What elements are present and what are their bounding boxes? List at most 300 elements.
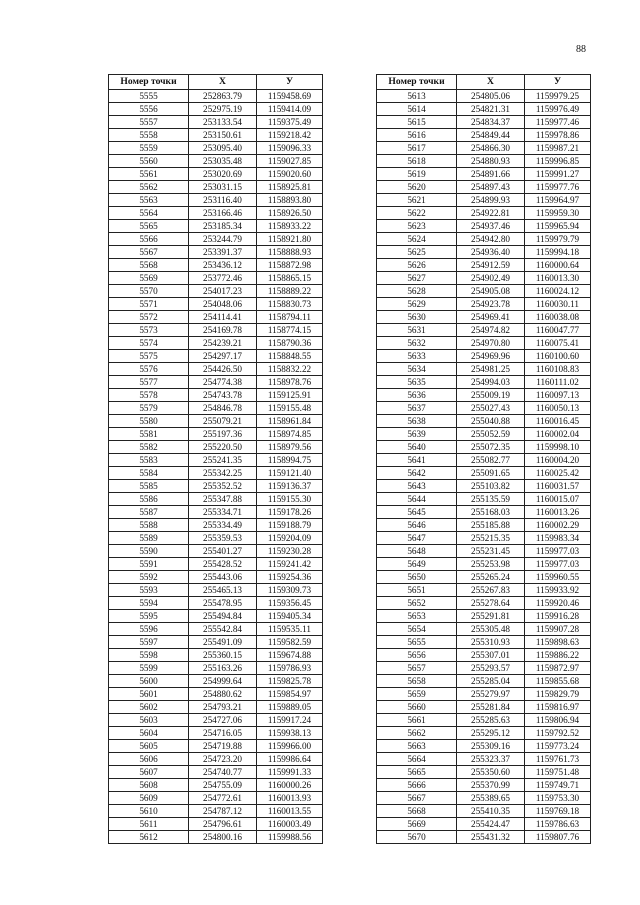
y-coordinate-cell: 1160111.02 xyxy=(525,376,591,389)
table-row xyxy=(377,337,591,350)
coordinates-table-left-body xyxy=(109,90,323,844)
table-row xyxy=(109,415,323,428)
y-coordinate-cell: 1159753.30 xyxy=(525,792,591,805)
x-coordinate-cell: 254723.20 xyxy=(189,753,257,766)
x-coordinate-cell: 255494.84 xyxy=(189,610,257,623)
table-row xyxy=(377,610,591,623)
point-number-cell: 5623 xyxy=(377,220,457,233)
table-row xyxy=(377,194,591,207)
point-number-cell: 5619 xyxy=(377,168,457,181)
table-row xyxy=(109,597,323,610)
point-number-cell: 5631 xyxy=(377,324,457,337)
point-number-cell: 5644 xyxy=(377,493,457,506)
x-coordinate-cell: 254899.93 xyxy=(457,194,525,207)
table-row xyxy=(109,233,323,246)
table-row xyxy=(377,207,591,220)
point-number-cell: 5599 xyxy=(109,662,189,675)
y-coordinate-cell: 1158979.56 xyxy=(257,441,323,454)
x-coordinate-cell: 254923.78 xyxy=(457,298,525,311)
point-number-cell: 5558 xyxy=(109,129,189,142)
y-coordinate-cell: 1160003.49 xyxy=(257,818,323,831)
x-coordinate-cell: 254981.25 xyxy=(457,363,525,376)
point-number-cell: 5578 xyxy=(109,389,189,402)
table-row xyxy=(377,675,591,688)
point-number-cell: 5657 xyxy=(377,662,457,675)
point-number-cell: 5638 xyxy=(377,415,457,428)
point-number-cell: 5651 xyxy=(377,584,457,597)
y-coordinate-cell: 1159254.36 xyxy=(257,571,323,584)
x-coordinate-cell: 255323.37 xyxy=(457,753,525,766)
x-coordinate-cell: 254846.78 xyxy=(189,402,257,415)
point-number-cell: 5587 xyxy=(109,506,189,519)
point-number-cell: 5630 xyxy=(377,311,457,324)
point-number-cell: 5646 xyxy=(377,519,457,532)
point-number-cell: 5581 xyxy=(109,428,189,441)
x-coordinate-cell: 253185.34 xyxy=(189,220,257,233)
x-coordinate-cell: 253133.54 xyxy=(189,116,257,129)
y-coordinate-cell: 1159309.73 xyxy=(257,584,323,597)
table-row xyxy=(109,194,323,207)
x-coordinate-cell: 255360.15 xyxy=(189,649,257,662)
table-row xyxy=(109,324,323,337)
table-row xyxy=(377,740,591,753)
x-coordinate-cell: 255443.06 xyxy=(189,571,257,584)
table-row xyxy=(109,558,323,571)
point-number-cell: 5668 xyxy=(377,805,457,818)
y-coordinate-cell: 1159674.88 xyxy=(257,649,323,662)
y-coordinate-cell: 1160097.13 xyxy=(525,389,591,402)
point-number-cell: 5669 xyxy=(377,818,457,831)
x-coordinate-cell: 254743.78 xyxy=(189,389,257,402)
y-coordinate-cell: 1159204.09 xyxy=(257,532,323,545)
point-number-cell: 5614 xyxy=(377,103,457,116)
table-row xyxy=(109,467,323,480)
x-coordinate-cell: 255278.64 xyxy=(457,597,525,610)
point-number-cell: 5643 xyxy=(377,480,457,493)
y-coordinate-cell: 1159994.18 xyxy=(525,246,591,259)
x-coordinate-cell: 255542.84 xyxy=(189,623,257,636)
table-row xyxy=(109,181,323,194)
table-row xyxy=(377,155,591,168)
table-row xyxy=(109,350,323,363)
point-number-cell: 5620 xyxy=(377,181,457,194)
table-row xyxy=(109,675,323,688)
table-row xyxy=(377,493,591,506)
x-coordinate-cell: 255197.36 xyxy=(189,428,257,441)
x-coordinate-cell: 255334.71 xyxy=(189,506,257,519)
table-row xyxy=(377,246,591,259)
point-number-cell: 5650 xyxy=(377,571,457,584)
point-number-cell: 5656 xyxy=(377,649,457,662)
x-coordinate-cell: 255241.35 xyxy=(189,454,257,467)
y-coordinate-cell: 1159986.64 xyxy=(257,753,323,766)
point-number-cell: 5582 xyxy=(109,441,189,454)
x-coordinate-cell: 254897.43 xyxy=(457,181,525,194)
y-coordinate-cell: 1158921.80 xyxy=(257,233,323,246)
table-row xyxy=(377,636,591,649)
table-row xyxy=(109,428,323,441)
x-coordinate-cell: 255359.53 xyxy=(189,532,257,545)
x-coordinate-cell: 255231.45 xyxy=(457,545,525,558)
x-coordinate-cell: 255342.25 xyxy=(189,467,257,480)
point-number-cell: 5567 xyxy=(109,246,189,259)
table-row xyxy=(377,727,591,740)
table-row xyxy=(377,415,591,428)
x-coordinate-cell: 254169.78 xyxy=(189,324,257,337)
table-row xyxy=(109,805,323,818)
y-coordinate-cell: 1159458.69 xyxy=(257,90,323,103)
y-coordinate-cell: 1159998.10 xyxy=(525,441,591,454)
x-coordinate-cell: 253035.48 xyxy=(189,155,257,168)
table-row xyxy=(377,181,591,194)
table-row xyxy=(109,701,323,714)
y-coordinate-cell: 1158830.73 xyxy=(257,298,323,311)
table-row xyxy=(109,116,323,129)
y-coordinate-cell: 1159825.78 xyxy=(257,675,323,688)
point-number-cell: 5586 xyxy=(109,493,189,506)
y-coordinate-cell: 1158961.84 xyxy=(257,415,323,428)
point-number-cell: 5555 xyxy=(109,90,189,103)
point-number-cell: 5652 xyxy=(377,597,457,610)
table-row xyxy=(109,103,323,116)
point-number-cell: 5561 xyxy=(109,168,189,181)
point-number-cell: 5618 xyxy=(377,155,457,168)
y-coordinate-cell: 1160013.55 xyxy=(257,805,323,818)
point-number-cell: 5636 xyxy=(377,389,457,402)
y-coordinate-cell: 1159960.55 xyxy=(525,571,591,584)
x-coordinate-cell: 255293.57 xyxy=(457,662,525,675)
table-row xyxy=(109,493,323,506)
y-coordinate-cell: 1159230.28 xyxy=(257,545,323,558)
x-coordinate-cell: 254727.06 xyxy=(189,714,257,727)
table-row xyxy=(377,259,591,272)
point-number-cell: 5592 xyxy=(109,571,189,584)
y-coordinate-cell: 1159020.60 xyxy=(257,168,323,181)
header-point-number: Номер точки xyxy=(109,75,189,90)
x-coordinate-cell: 255285.63 xyxy=(457,714,525,727)
table-row xyxy=(377,285,591,298)
x-coordinate-cell: 254740.77 xyxy=(189,766,257,779)
point-number-cell: 5612 xyxy=(109,831,189,844)
y-coordinate-cell: 1159535.11 xyxy=(257,623,323,636)
x-coordinate-cell: 254719.88 xyxy=(189,740,257,753)
x-coordinate-cell: 254805.06 xyxy=(457,90,525,103)
x-coordinate-cell: 254800.16 xyxy=(189,831,257,844)
table-row xyxy=(377,298,591,311)
x-coordinate-cell: 254017.23 xyxy=(189,285,257,298)
y-coordinate-cell: 1159582.59 xyxy=(257,636,323,649)
y-coordinate-cell: 1160013.26 xyxy=(525,506,591,519)
point-number-cell: 5639 xyxy=(377,428,457,441)
y-coordinate-cell: 1160013.30 xyxy=(525,272,591,285)
y-coordinate-cell: 1159920.46 xyxy=(525,597,591,610)
point-number-cell: 5635 xyxy=(377,376,457,389)
point-number-cell: 5584 xyxy=(109,467,189,480)
table-row xyxy=(377,805,591,818)
table-row xyxy=(109,571,323,584)
table-row xyxy=(377,90,591,103)
point-number-cell: 5565 xyxy=(109,220,189,233)
y-coordinate-cell: 1158872.98 xyxy=(257,259,323,272)
x-coordinate-cell: 254866.30 xyxy=(457,142,525,155)
y-coordinate-cell: 1159786.63 xyxy=(525,818,591,831)
table-row xyxy=(109,285,323,298)
y-coordinate-cell: 1160100.60 xyxy=(525,350,591,363)
point-number-cell: 5559 xyxy=(109,142,189,155)
x-coordinate-cell: 253436.12 xyxy=(189,259,257,272)
header-y: У xyxy=(525,75,591,90)
y-coordinate-cell: 1158978.76 xyxy=(257,376,323,389)
y-coordinate-cell: 1158865.15 xyxy=(257,272,323,285)
table-row xyxy=(109,584,323,597)
point-number-cell: 5621 xyxy=(377,194,457,207)
point-number-cell: 5659 xyxy=(377,688,457,701)
x-coordinate-cell: 254796.61 xyxy=(189,818,257,831)
y-coordinate-cell: 1159136.37 xyxy=(257,480,323,493)
x-coordinate-cell: 255267.83 xyxy=(457,584,525,597)
x-coordinate-cell: 255428.52 xyxy=(189,558,257,571)
point-number-cell: 5591 xyxy=(109,558,189,571)
table-row xyxy=(109,792,323,805)
x-coordinate-cell: 254849.44 xyxy=(457,129,525,142)
table-row xyxy=(377,363,591,376)
y-coordinate-cell: 1160015.07 xyxy=(525,493,591,506)
table-row xyxy=(109,506,323,519)
coordinates-table-right xyxy=(376,74,591,844)
point-number-cell: 5570 xyxy=(109,285,189,298)
table-row xyxy=(377,454,591,467)
table-row xyxy=(109,649,323,662)
y-coordinate-cell: 1159769.18 xyxy=(525,805,591,818)
x-coordinate-cell: 255040.88 xyxy=(457,415,525,428)
x-coordinate-cell: 255352.52 xyxy=(189,480,257,493)
table-row xyxy=(377,532,591,545)
point-number-cell: 5571 xyxy=(109,298,189,311)
y-coordinate-cell: 1159761.73 xyxy=(525,753,591,766)
point-number-cell: 5608 xyxy=(109,779,189,792)
table-row xyxy=(377,220,591,233)
point-number-cell: 5622 xyxy=(377,207,457,220)
y-coordinate-cell: 1158774.15 xyxy=(257,324,323,337)
x-coordinate-cell: 255309.16 xyxy=(457,740,525,753)
point-number-cell: 5583 xyxy=(109,454,189,467)
y-coordinate-cell: 1160047.77 xyxy=(525,324,591,337)
y-coordinate-cell: 1159807.76 xyxy=(525,831,591,844)
table-row xyxy=(377,519,591,532)
x-coordinate-cell: 253116.40 xyxy=(189,194,257,207)
point-number-cell: 5603 xyxy=(109,714,189,727)
y-coordinate-cell: 1160000.64 xyxy=(525,259,591,272)
x-coordinate-cell: 253772.46 xyxy=(189,272,257,285)
x-coordinate-cell: 254970.80 xyxy=(457,337,525,350)
point-number-cell: 5604 xyxy=(109,727,189,740)
table-row xyxy=(377,766,591,779)
point-number-cell: 5566 xyxy=(109,233,189,246)
x-coordinate-cell: 254793.21 xyxy=(189,701,257,714)
table-row xyxy=(377,311,591,324)
y-coordinate-cell: 1159375.49 xyxy=(257,116,323,129)
x-coordinate-cell: 255281.84 xyxy=(457,701,525,714)
table-row xyxy=(377,324,591,337)
point-number-cell: 5572 xyxy=(109,311,189,324)
header-x: X xyxy=(189,75,257,90)
point-number-cell: 5667 xyxy=(377,792,457,805)
x-coordinate-cell: 255091.65 xyxy=(457,467,525,480)
point-number-cell: 5625 xyxy=(377,246,457,259)
table-row xyxy=(377,753,591,766)
y-coordinate-cell: 1160030.11 xyxy=(525,298,591,311)
y-coordinate-cell: 1160075.41 xyxy=(525,337,591,350)
y-coordinate-cell: 1158790.36 xyxy=(257,337,323,350)
table-row xyxy=(109,402,323,415)
table-row xyxy=(109,168,323,181)
point-number-cell: 5655 xyxy=(377,636,457,649)
point-number-cell: 5666 xyxy=(377,779,457,792)
point-number-cell: 5653 xyxy=(377,610,457,623)
point-number-cell: 5642 xyxy=(377,467,457,480)
table-row xyxy=(377,831,591,844)
x-coordinate-cell: 254834.37 xyxy=(457,116,525,129)
table-row xyxy=(377,688,591,701)
table-row xyxy=(109,610,323,623)
x-coordinate-cell: 254716.05 xyxy=(189,727,257,740)
x-coordinate-cell: 255347.88 xyxy=(189,493,257,506)
table-row xyxy=(109,831,323,844)
y-coordinate-cell: 1159933.92 xyxy=(525,584,591,597)
table-row xyxy=(377,558,591,571)
y-coordinate-cell: 1159977.76 xyxy=(525,181,591,194)
point-number-cell: 5596 xyxy=(109,623,189,636)
y-coordinate-cell: 1159855.68 xyxy=(525,675,591,688)
table-row xyxy=(109,714,323,727)
point-number-cell: 5664 xyxy=(377,753,457,766)
point-number-cell: 5598 xyxy=(109,649,189,662)
point-number-cell: 5670 xyxy=(377,831,457,844)
x-coordinate-cell: 255307.01 xyxy=(457,649,525,662)
y-coordinate-cell: 1159983.34 xyxy=(525,532,591,545)
x-coordinate-cell: 255027.43 xyxy=(457,402,525,415)
y-coordinate-cell: 1158889.22 xyxy=(257,285,323,298)
point-number-cell: 5662 xyxy=(377,727,457,740)
y-coordinate-cell: 1159979.25 xyxy=(525,90,591,103)
point-number-cell: 5628 xyxy=(377,285,457,298)
x-coordinate-cell: 255215.35 xyxy=(457,532,525,545)
x-coordinate-cell: 255009.19 xyxy=(457,389,525,402)
table-row xyxy=(377,428,591,441)
x-coordinate-cell: 255220.50 xyxy=(189,441,257,454)
point-number-cell: 5648 xyxy=(377,545,457,558)
y-coordinate-cell: 1159977.03 xyxy=(525,545,591,558)
point-number-cell: 5580 xyxy=(109,415,189,428)
x-coordinate-cell: 254821.31 xyxy=(457,103,525,116)
table-row xyxy=(377,116,591,129)
y-coordinate-cell: 1159959.30 xyxy=(525,207,591,220)
y-coordinate-cell: 1159917.24 xyxy=(257,714,323,727)
x-coordinate-cell: 253095.40 xyxy=(189,142,257,155)
x-coordinate-cell: 254880.62 xyxy=(189,688,257,701)
table-row xyxy=(109,363,323,376)
table-header-row xyxy=(109,75,323,90)
point-number-cell: 5594 xyxy=(109,597,189,610)
point-number-cell: 5575 xyxy=(109,350,189,363)
point-number-cell: 5665 xyxy=(377,766,457,779)
point-number-cell: 5577 xyxy=(109,376,189,389)
table-row xyxy=(109,246,323,259)
y-coordinate-cell: 1159996.85 xyxy=(525,155,591,168)
x-coordinate-cell: 255424.47 xyxy=(457,818,525,831)
table-row xyxy=(109,532,323,545)
point-number-cell: 5560 xyxy=(109,155,189,168)
x-coordinate-cell: 255135.59 xyxy=(457,493,525,506)
table-row xyxy=(109,207,323,220)
x-coordinate-cell: 255491.09 xyxy=(189,636,257,649)
point-number-cell: 5613 xyxy=(377,90,457,103)
point-number-cell: 5569 xyxy=(109,272,189,285)
point-number-cell: 5654 xyxy=(377,623,457,636)
point-number-cell: 5637 xyxy=(377,402,457,415)
x-coordinate-cell: 254426.50 xyxy=(189,363,257,376)
table-row xyxy=(109,311,323,324)
x-coordinate-cell: 253150.61 xyxy=(189,129,257,142)
y-coordinate-cell: 1160050.13 xyxy=(525,402,591,415)
point-number-cell: 5609 xyxy=(109,792,189,805)
table-row xyxy=(109,818,323,831)
table-row xyxy=(377,272,591,285)
x-coordinate-cell: 255279.97 xyxy=(457,688,525,701)
header-x: X xyxy=(457,75,525,90)
table-row xyxy=(109,636,323,649)
y-coordinate-cell: 1159854.97 xyxy=(257,688,323,701)
y-coordinate-cell: 1159829.79 xyxy=(525,688,591,701)
table-row xyxy=(109,259,323,272)
y-coordinate-cell: 1159966.00 xyxy=(257,740,323,753)
y-coordinate-cell: 1158926.50 xyxy=(257,207,323,220)
y-coordinate-cell: 1159991.33 xyxy=(257,766,323,779)
y-coordinate-cell: 1159872.97 xyxy=(525,662,591,675)
header-y: У xyxy=(257,75,323,90)
x-coordinate-cell: 254994.03 xyxy=(457,376,525,389)
table-header-row xyxy=(377,75,591,90)
x-coordinate-cell: 255168.03 xyxy=(457,506,525,519)
point-number-cell: 5658 xyxy=(377,675,457,688)
y-coordinate-cell: 1159218.42 xyxy=(257,129,323,142)
table-row xyxy=(109,155,323,168)
y-coordinate-cell: 1159188.79 xyxy=(257,519,323,532)
x-coordinate-cell: 255163.26 xyxy=(189,662,257,675)
table-row xyxy=(109,337,323,350)
table-row xyxy=(377,376,591,389)
x-coordinate-cell: 254969.41 xyxy=(457,311,525,324)
x-coordinate-cell: 254936.40 xyxy=(457,246,525,259)
x-coordinate-cell: 252863.79 xyxy=(189,90,257,103)
table-row xyxy=(377,649,591,662)
x-coordinate-cell: 255185.88 xyxy=(457,519,525,532)
y-coordinate-cell: 1160002.29 xyxy=(525,519,591,532)
x-coordinate-cell: 255389.65 xyxy=(457,792,525,805)
table-row xyxy=(109,298,323,311)
table-row xyxy=(377,623,591,636)
x-coordinate-cell: 255265.24 xyxy=(457,571,525,584)
x-coordinate-cell: 254048.06 xyxy=(189,298,257,311)
point-number-cell: 5627 xyxy=(377,272,457,285)
point-number-cell: 5629 xyxy=(377,298,457,311)
x-coordinate-cell: 255334.49 xyxy=(189,519,257,532)
point-number-cell: 5574 xyxy=(109,337,189,350)
y-coordinate-cell: 1159155.48 xyxy=(257,402,323,415)
point-number-cell: 5564 xyxy=(109,207,189,220)
table-row xyxy=(109,376,323,389)
table-row xyxy=(109,129,323,142)
